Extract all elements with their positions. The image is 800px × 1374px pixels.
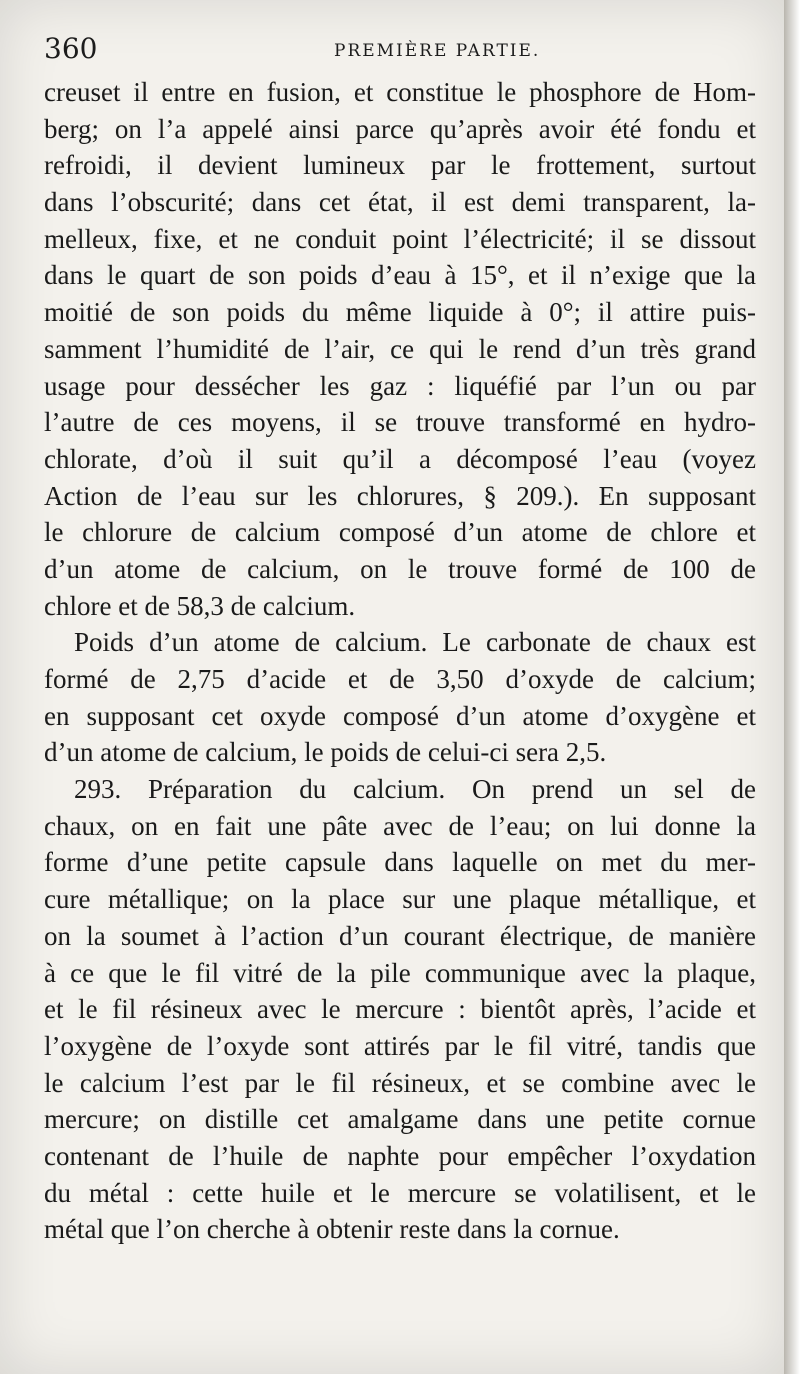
text-line: en supposant cet oxyde composé d’un atome d’oxygène et [44,700,756,731]
running-title: PREMIÈRE PARTIE. [334,41,541,61]
text-line: dans le quart de son poids d’eau à 15°, et il n’exige que la [44,260,756,291]
text-line: le chlorure de calcium composé d’un atome de chlore et [44,517,756,548]
text-line: Action de l’eau sur les chlorures, § 209.). En supposant [44,480,756,511]
text-line: et le fil résineux avec le mercure : bientôt après, l’acide et [44,994,756,1025]
page-number: 360 [44,32,98,65]
text-line: samment l’humidité de l’air, ce qui le rend d’un très grand [44,333,756,364]
text-line: Poids d’un atome de calcium. Le carbonate de chaux est [74,627,756,658]
text-line: le calcium l’est par le fil résineux, et se combine avec le [44,1067,756,1098]
text-line: dans l’obscurité; dans cet état, il est demi transparent, la- [44,187,756,218]
text-line: refroidi, il devient lumineux par le frottement, surtout [44,150,756,181]
text-line: usage pour dessécher les gaz : liquéfié par l’un ou par [44,370,756,401]
text-line: on la soumet à l’action d’un courant électrique, de manière [44,920,756,951]
text-line: l’autre de ces moyens, il se trouve transformé en hydro- [44,407,756,438]
text-line: melleux, fixe, et ne conduit point l’électricité; il se dissout [44,223,756,254]
text-line: formé de 2,75 d’acide et de 3,50 d’oxyde de calcium; [44,664,756,694]
text-line: 293. Préparation du calcium. On prend un sel de [74,774,756,805]
page-edge-shadow [784,0,800,1374]
text-line: moitié de son poids du même liquide à 0°; il attire puis- [44,297,756,328]
body-text [44,74,756,1248]
page-header [44,32,756,72]
text-line: cure métallique; on la place sur une plaque métallique, et [44,884,756,915]
text-line: chaux, on en fait une pâte avec de l’eau; on lui donne la [44,810,756,841]
text-line: creuset il entre en fusion, et constitue le phosphore de Hom- [44,77,756,107]
text-line: métal que l’on cherche à obtenir reste dans la cornue. [44,1214,620,1245]
text-line: chlorate, d’où il suit qu’il a décomposé l’eau (voyez [44,443,756,474]
text-line: forme d’une petite capsule dans laquelle on met du mer- [44,847,756,878]
text-line: d’un atome de calcium, on le trouve formé de 100 de [44,553,756,584]
text-line: contenant de l’huile de naphte pour empêcher l’oxydation [44,1140,756,1171]
text-line: l’oxygène de l’oxyde sont attirés par le fil vitré, tandis que [44,1030,756,1061]
text-line: du métal : cette huile et le mercure se volatilisent, et le [44,1177,756,1208]
text-line: berg; on l’a appelé ainsi parce qu’après avoir été fondu et [44,113,756,144]
text-line: mercure; on distille cet amalgame dans une petite cornue [44,1104,756,1135]
text-line: d’un atome de calcium, le poids de celui-ci sera 2,5. [44,737,607,768]
text-line: à ce que le fil vitré de la pile communique avec la plaque, [44,957,756,988]
text-line: chlore et de 58,3 de calcium. [44,590,356,621]
